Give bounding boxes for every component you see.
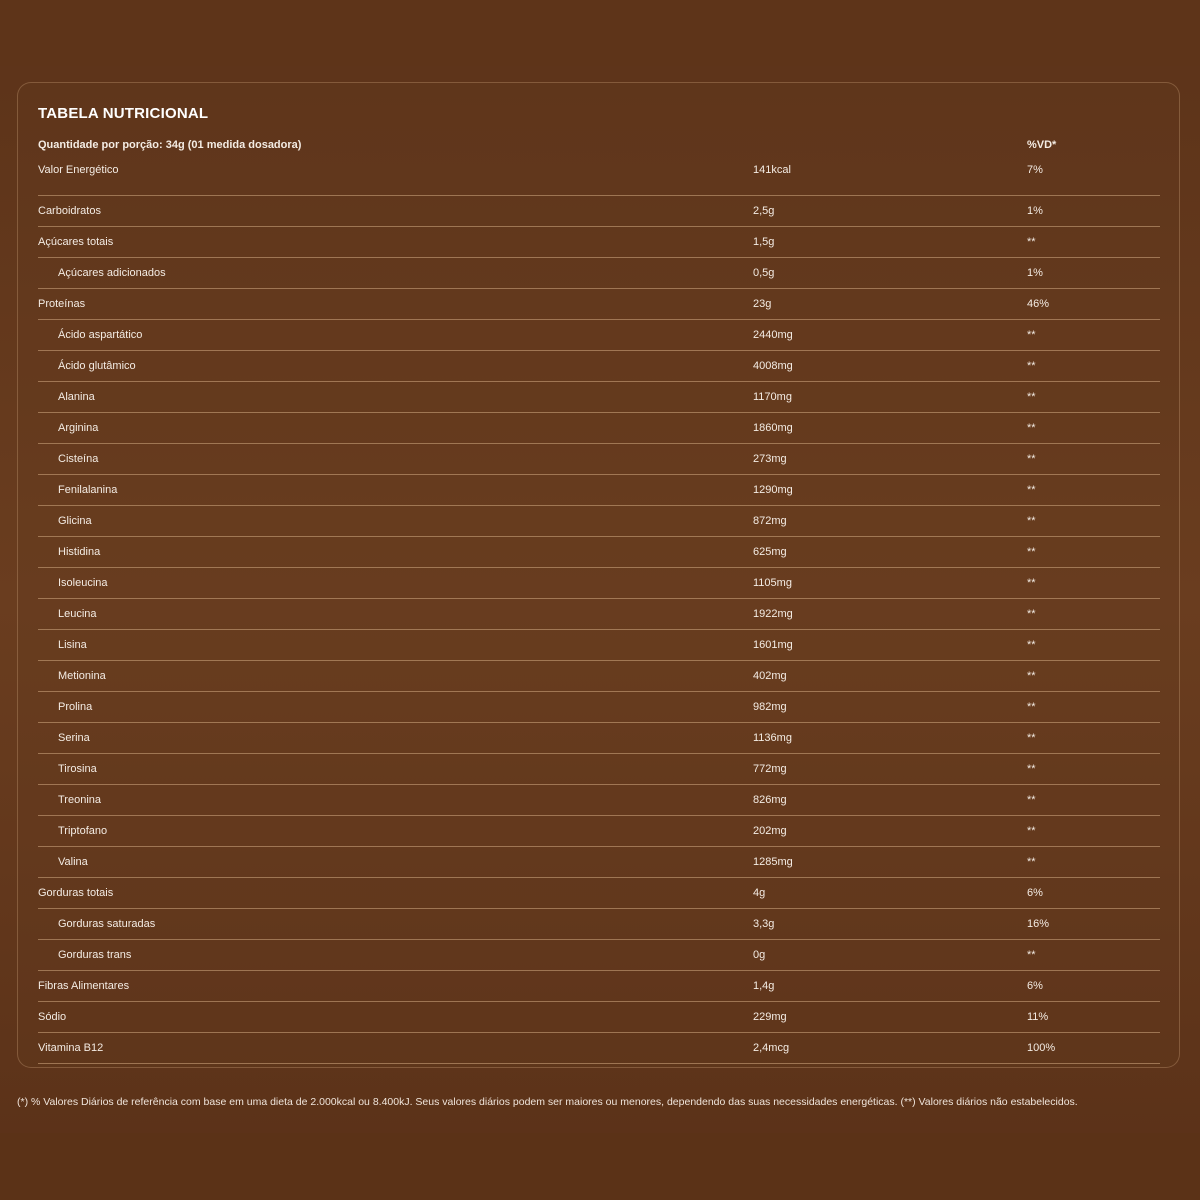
nutrient-rows [38, 155, 1160, 1064]
nutrient-vd: ** [1027, 949, 1036, 961]
table-row [38, 258, 1160, 289]
nutrient-vd: ** [1027, 422, 1036, 434]
table-row [38, 1033, 1160, 1064]
nutrient-name: Tirosina [58, 763, 97, 775]
nutrient-vd: 1% [1027, 205, 1043, 217]
table-row [38, 723, 1160, 754]
nutrient-amount: 4008mg [753, 360, 793, 372]
nutrient-name: Serina [58, 732, 90, 744]
nutrient-amount: 2,4mcg [753, 1042, 790, 1054]
nutrient-amount: 0,5g [753, 267, 775, 279]
nutrient-amount: 229mg [753, 1011, 787, 1023]
nutrient-amount: 1285mg [753, 856, 793, 868]
nutrient-vd: ** [1027, 515, 1036, 527]
nutrient-amount: 826mg [753, 794, 787, 806]
nutrient-name: Gorduras totais [38, 887, 114, 899]
nutrient-amount: 982mg [753, 701, 787, 713]
nutrient-amount: 772mg [753, 763, 787, 775]
vd-column-header: %VD* [1027, 139, 1057, 151]
nutrient-name: Vitamina B12 [38, 1042, 104, 1054]
nutrient-name: Sódio [38, 1011, 67, 1023]
nutrient-name: Ácido glutâmico [58, 360, 136, 372]
nutrient-vd: ** [1027, 732, 1036, 744]
nutrient-name: Triptofano [58, 825, 108, 837]
nutrient-vd: ** [1027, 484, 1036, 496]
table-row [38, 785, 1160, 816]
nutrient-vd: ** [1027, 236, 1036, 248]
nutrient-amount: 402mg [753, 670, 787, 682]
nutrient-amount: 625mg [753, 546, 787, 558]
nutrient-vd: ** [1027, 608, 1036, 620]
nutrient-vd: ** [1027, 701, 1036, 713]
nutrient-vd: 46% [1027, 298, 1050, 310]
table-title: TABELA NUTRICIONAL [38, 105, 209, 122]
table-row [38, 661, 1160, 692]
table-row [38, 568, 1160, 599]
nutrient-amount: 872mg [753, 515, 787, 527]
nutrient-vd: ** [1027, 670, 1036, 682]
nutrient-name: Açúcares adicionados [58, 267, 166, 279]
nutrient-vd: 16% [1027, 918, 1050, 930]
nutrient-amount: 141kcal [753, 164, 791, 176]
nutrient-vd: 7% [1027, 164, 1043, 176]
footnote: (*) % Valores Diários de referência com base em uma dieta de 2.000kcal ou 8.400kJ. Seus valores diários podem ser maiores ou menores, dependendo das suas necessidades energéticas. (**) Valores diários não estabelecidos. [17, 1096, 1078, 1108]
nutrient-name: Prolina [58, 701, 93, 713]
nutrient-vd: ** [1027, 763, 1036, 775]
nutrient-amount: 202mg [753, 825, 787, 837]
nutrient-name: Proteínas [38, 298, 86, 310]
nutrient-name: Carboidratos [38, 205, 101, 217]
nutrient-name: Glicina [58, 515, 92, 527]
nutrient-amount: 1136mg [753, 732, 792, 744]
nutrient-amount: 273mg [753, 453, 787, 465]
top-band [0, 0, 1200, 66]
nutrient-vd: ** [1027, 794, 1036, 806]
nutrient-amount: 0g [753, 949, 766, 961]
nutrient-name: Leucina [58, 608, 97, 620]
nutrient-name: Valina [58, 856, 88, 868]
nutrient-vd: ** [1027, 825, 1036, 837]
table-row [38, 971, 1160, 1002]
table-row [38, 940, 1160, 971]
nutrient-name: Lisina [58, 639, 87, 651]
nutrient-amount: 1,4g [753, 980, 775, 992]
table-row [38, 847, 1160, 878]
table-row [38, 475, 1160, 506]
nutrient-name: Cisteína [58, 453, 99, 465]
nutrient-name: Açúcares totais [38, 236, 114, 248]
nutrient-name: Ácido aspartático [58, 329, 143, 341]
nutrient-name: Metionina [58, 670, 106, 682]
bottom-band [0, 1133, 1200, 1200]
nutrient-vd: 100% [1027, 1042, 1056, 1054]
table-row [38, 537, 1160, 568]
nutrient-name: Isoleucina [58, 577, 108, 589]
nutrient-vd: ** [1027, 391, 1036, 403]
nutrient-name: Histidina [58, 546, 101, 558]
table-row [38, 289, 1160, 320]
nutrition-table-panel [17, 82, 1180, 1068]
table-row [38, 599, 1160, 630]
nutrient-name: Fenilalanina [58, 484, 118, 496]
nutrient-vd: 1% [1027, 267, 1043, 279]
nutrient-amount: 1601mg [753, 639, 793, 651]
table-row [38, 692, 1160, 723]
nutrient-vd: ** [1027, 546, 1036, 558]
nutrient-vd: ** [1027, 856, 1036, 868]
table-row [38, 444, 1160, 475]
table-row [38, 1002, 1160, 1033]
nutrient-vd: ** [1027, 453, 1036, 465]
table-row [38, 909, 1160, 940]
nutrient-name: Arginina [58, 422, 99, 434]
nutrient-vd: 6% [1027, 980, 1043, 992]
nutrient-amount: 1105mg [753, 577, 792, 589]
table-row [38, 413, 1160, 444]
nutrient-name: Valor Energético [38, 164, 119, 176]
nutrient-amount: 1922mg [753, 608, 793, 620]
nutrient-amount: 1290mg [753, 484, 793, 496]
table-row [38, 630, 1160, 661]
nutrient-name: Gorduras saturadas [58, 918, 156, 930]
nutrient-name: Alanina [58, 391, 95, 403]
table-row [38, 155, 1160, 196]
nutrient-amount: 1,5g [753, 236, 775, 248]
serving-size-label: Quantidade por porção: 34g (01 medida dosadora) [38, 139, 302, 151]
nutrient-vd: ** [1027, 329, 1036, 341]
table-row [38, 506, 1160, 537]
table-row [38, 382, 1160, 413]
nutrient-vd: 6% [1027, 887, 1043, 899]
nutrient-amount: 23g [753, 298, 772, 310]
nutrient-amount: 2,5g [753, 205, 775, 217]
nutrient-vd: ** [1027, 577, 1036, 589]
nutrient-vd: 11% [1027, 1011, 1049, 1023]
nutrient-name: Gorduras trans [58, 949, 132, 961]
nutrient-amount: 1170mg [753, 391, 792, 403]
nutrient-name: Fibras Alimentares [38, 980, 130, 992]
table-row [38, 320, 1160, 351]
nutrient-name: Treonina [58, 794, 102, 806]
nutrient-amount: 2440mg [753, 329, 793, 341]
nutrient-vd: ** [1027, 639, 1036, 651]
table-row [38, 227, 1160, 258]
table-row [38, 816, 1160, 847]
table-header [38, 139, 1160, 155]
nutrient-vd: ** [1027, 360, 1036, 372]
nutrient-amount: 4g [753, 887, 766, 899]
table-row [38, 754, 1160, 785]
table-row [38, 196, 1160, 227]
nutrient-amount: 1860mg [753, 422, 793, 434]
table-row [38, 878, 1160, 909]
table-row [38, 351, 1160, 382]
nutrient-amount: 3,3g [753, 918, 775, 930]
